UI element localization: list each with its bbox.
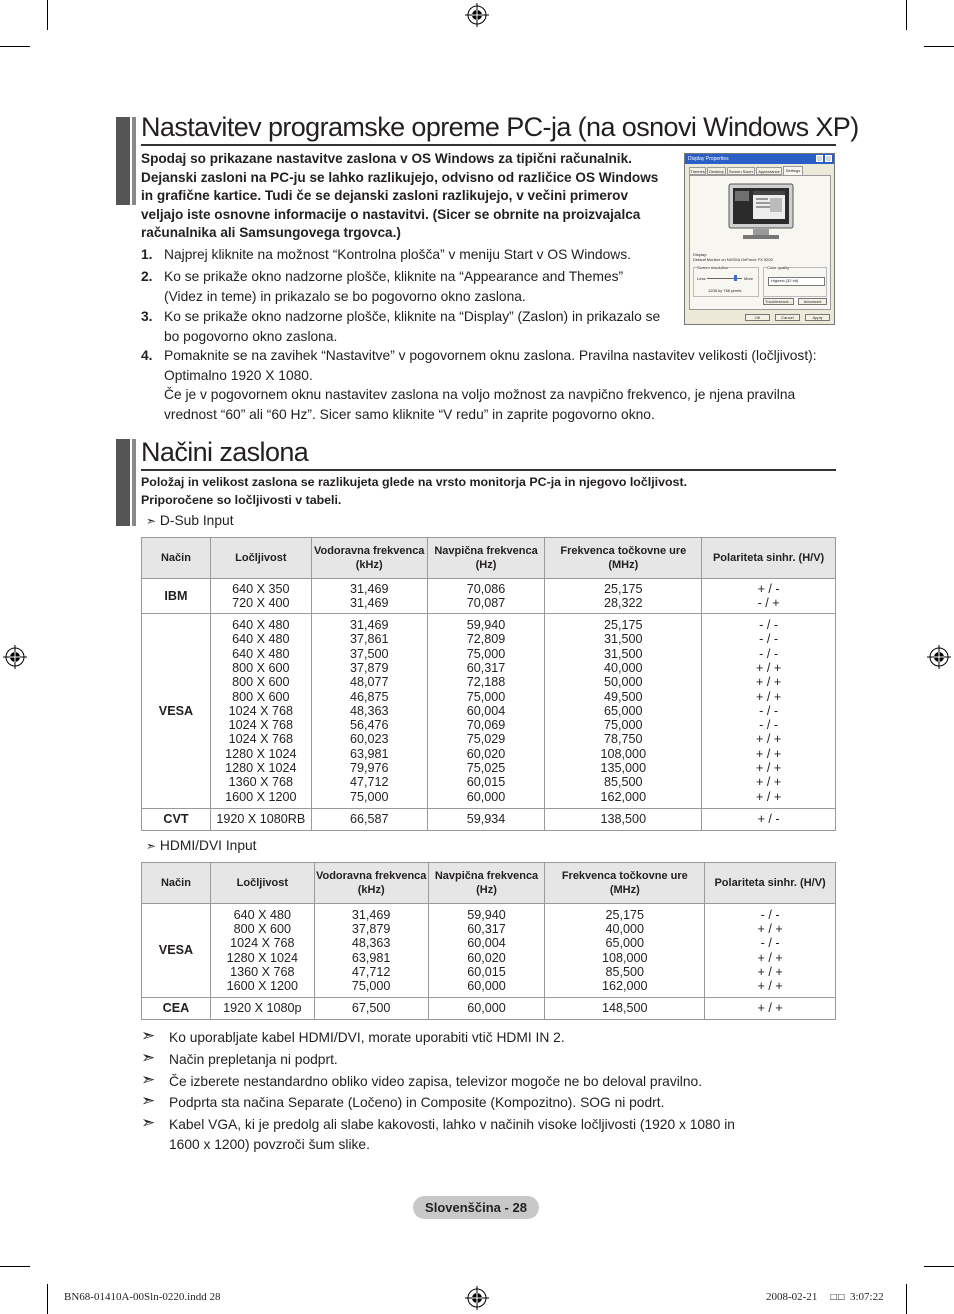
more-label: More (744, 276, 754, 281)
cell-text: 138,500 (600, 812, 647, 827)
step-number: 4. (141, 348, 153, 363)
cell-text: 148,500 (602, 1001, 648, 1016)
section-title-pc-setup: Nastavitev programske opreme PC-ja (na osnovi Windows XP) (141, 112, 859, 142)
step-number: 3. (141, 309, 153, 324)
section-title-display-modes: Načini zaslona (141, 437, 309, 467)
footer-time: 3:07:22 (850, 1291, 884, 1303)
footer-date: 2008-02-21 (766, 1291, 818, 1303)
note-text: Ko uporabljate kabel HDMI/DVI, morate uporabiti vtič HDMI IN 2. (169, 1030, 565, 1045)
clock-cell (545, 998, 705, 1020)
table-row (142, 614, 836, 809)
header-vertical-frequency: Navpična frekvenca (Hz) (428, 863, 545, 904)
note-text: Način prepletanja ni podprt. (169, 1052, 338, 1067)
header-pixel-clock: Frekvenca točkovne ure (MHz) (545, 538, 702, 579)
arrow-icon: ➣ (141, 1048, 156, 1067)
header-sync-polarity: Polariteta sinhr. (H/V) (702, 538, 836, 579)
cancel-button[interactable]: Cancel (775, 314, 800, 321)
cell-text: 640 X 480 640 X 480 640 X 480 800 X 600 800 X 600 800 X 600 1024 X 768 1024 X 768 1024 X 768 1280 X 1024 1280 X 1024 1360 X 768 1600 X 1200 (225, 618, 297, 804)
table-row (142, 904, 836, 998)
ok-button[interactable]: OK (745, 314, 770, 321)
settings-pane (689, 175, 831, 310)
step-text (164, 346, 832, 424)
crop-mark (47, 1284, 48, 1314)
header-sync-polarity: Polariteta sinhr. (H/V) (705, 863, 836, 904)
crop-mark (0, 1266, 30, 1267)
clock-cell (545, 579, 702, 614)
section-bar (116, 439, 130, 526)
vfreq-cell (428, 904, 545, 998)
tab-themes[interactable]: Themes (690, 169, 705, 174)
header-mode: Način (142, 538, 211, 579)
tab-settings[interactable]: Settings (783, 166, 803, 176)
footer-file-name: BN68-01410A-00Sln-0220.indd 28 (64, 1291, 221, 1303)
vfreq-cell (428, 998, 545, 1020)
mode-cell: CEA (142, 998, 211, 1020)
clock-cell (545, 809, 702, 831)
table-row (142, 579, 836, 614)
step-text: Ko se prikaže okno nadzorne plošče, kliknite na “Appearance and Themes” (Videz in teme) in prikazalo se bo pogovorno okno zaslona. (164, 269, 624, 304)
close-icon[interactable] (825, 155, 832, 162)
mode-cell: IBM (142, 579, 211, 614)
crop-mark (47, 0, 48, 30)
arrow-icon: ➣ (146, 839, 157, 853)
color-quality-select[interactable] (768, 277, 825, 286)
cell-text: 640 X 480 800 X 600 1024 X 768 1280 X 1024 1360 X 768 1600 X 1200 (226, 907, 299, 994)
cell-text: - / - - / - - / - + / + + / + + / + - / - - / - + / + + / + + / + + / + + / + (755, 618, 782, 804)
resolution-cell (210, 904, 314, 998)
tab-desktop[interactable]: Desktop (707, 167, 726, 175)
polarity-cell (702, 579, 836, 614)
crop-mark (0, 46, 30, 47)
registration-mark-icon (927, 645, 951, 669)
table-row (142, 809, 836, 831)
pc-setup-intro: Spodaj so prikazane nastavitve zaslona v OS Windows za tipični računalnik. Dejanski zasloni na PC-ju se lahko razlikujejo, odvisno od različice OS Windows in grafične kartice. Tudi če se dejanski zasloni razlikujejo, v večini primerov veljajo iste osnovne informacije o nastavitvi. (Sicer se obrnite na proizvajalca računalnika ali Samsungovega trgovca.) (141, 151, 659, 241)
registration-mark-icon (465, 1286, 489, 1310)
resolution-cell (210, 809, 311, 831)
cell-text: - / - + / + - / - + / + + / + + / + (757, 907, 783, 994)
arrow-icon: ➣ (141, 1070, 156, 1089)
registration-mark-icon (3, 645, 27, 669)
section-bar (132, 439, 136, 526)
cell-text: 25,175 40,000 65,000 108,000 85,500 162,000 (602, 907, 648, 994)
apply-button[interactable]: Apply (805, 314, 830, 321)
resolution-cell (210, 998, 314, 1020)
display-value: Default Monitor on NVIDIA GeForce FX 5200 (693, 257, 773, 262)
arrow-icon: ➣ (141, 1091, 156, 1110)
display-label: Display: (693, 252, 708, 257)
polarity-cell (705, 998, 836, 1020)
step-number: 2. (141, 269, 153, 284)
polarity-cell (705, 904, 836, 998)
arrow-icon: ➣ (141, 1113, 156, 1132)
monitor-illustration-icon (723, 182, 799, 244)
tab-appearance[interactable]: Appearance (756, 167, 782, 175)
cell-text: + / + (757, 1001, 783, 1016)
display-modes-intro: Položaj in velikost zaslona se razlikujeta glede na vrsto monitorja PC-ja in njegovo ločljivost. Priporočene so ločljivosti v tabeli. (141, 475, 688, 507)
cell-text: 59,940 72,809 75,000 60,317 72,188 75,000 60,004 70,069 75,029 60,020 75,025 60,015 60,000 (466, 618, 506, 804)
header-resolution: Ločljivost (210, 538, 311, 579)
resolution-slider-thumb[interactable] (734, 275, 737, 281)
crop-mark (906, 0, 907, 30)
crop-mark (924, 46, 954, 47)
step-number: 1. (141, 247, 153, 262)
hfreq-cell (311, 809, 427, 831)
cell-text: 67,500 (351, 1001, 391, 1016)
polarity-cell (702, 809, 836, 831)
troubleshoot-button[interactable]: Troubleshoot... (763, 298, 794, 305)
arrow-icon: ➣ (146, 514, 157, 528)
resolution-cell (210, 614, 311, 809)
step-text: Najprej kliknite na možnost “Kontrolna plošča” v meniju Start v OS Windows. (164, 247, 631, 262)
quality-value: Highest (32 bit) (771, 278, 799, 283)
mode-cell: VESA (142, 614, 211, 809)
cell-text: 31,469 31,469 (349, 581, 389, 610)
registration-mark-icon (465, 3, 489, 27)
cell-text: 1920 X 1080p (223, 1001, 302, 1016)
header-pixel-clock: Frekvenca točkovne ure (MHz) (545, 863, 705, 904)
header-vertical-frequency: Navpična frekvenca (Hz) (427, 538, 545, 579)
note-text: Kabel VGA, ki je predolg ali slabe kakovosti, lahko v načinih visoke ločljivosti (1920 x 1080 in 1600 x 1200) povzroči šum slike. (169, 1117, 735, 1153)
section-bar (132, 117, 136, 205)
header-mode: Način (142, 863, 211, 904)
cell-text: 25,175 31,500 31,500 40,000 50,000 49,500 65,000 75,000 78,750 108,000 135,000 85,500 162,000 (600, 618, 647, 804)
polarity-cell (702, 614, 836, 809)
resolution-label: Screen resolution (697, 265, 729, 270)
header-resolution: Ločljivost (210, 863, 314, 904)
cell-text: + / - - / + (757, 581, 780, 610)
display-properties-dialog (684, 153, 835, 325)
hfreq-cell (314, 904, 428, 998)
dsub-table (141, 537, 836, 831)
cell-text: 31,469 37,861 37,500 37,879 48,077 46,875 48,363 56,476 60,023 63,981 79,976 47,712 75,000 (349, 618, 389, 804)
help-icon[interactable] (816, 155, 823, 162)
dsub-input-label: D-Sub Input (159, 513, 234, 528)
color-quality-group (763, 267, 827, 297)
page-number-badge: Slovenščina - 28 (413, 1196, 539, 1219)
cell-text: 59,934 (466, 812, 506, 827)
tab-screen-saver[interactable]: Screen Saver (728, 169, 754, 174)
step-text-line: Če je v pogovornem oknu nastavitev zaslona na voljo možnost za navpično frekvenco, je njena pravilna vrednost “60” ali “60 Hz”. Sicer samo kliknite “V redu” in zaprite pogovorno okno. (164, 387, 796, 422)
cell-text: 70,086 70,087 (466, 581, 506, 610)
note-text: Če izberete nestandardno obliko video zapisa, televizor mogoče ne bo deloval pravilno. (169, 1074, 703, 1089)
step-text-line: Pomaknite se na zavihek “Nastavitve” v pogovornem oknu zaslona. Pravilna nastavitev velikosti (ločljivost): Optimalno 1920 X 1080. (164, 348, 817, 383)
crop-mark (924, 1266, 954, 1267)
screen-resolution-group (693, 267, 759, 297)
hdmi-input-heading (146, 838, 257, 853)
vfreq-cell (427, 614, 545, 809)
section-rule (141, 144, 836, 146)
header-horizontal-frequency: Vodoravna frekvenca (kHz) (314, 863, 428, 904)
quality-label: Color quality (767, 265, 790, 270)
vfreq-cell (427, 809, 545, 831)
mode-cell: VESA (142, 904, 211, 998)
table-row (142, 998, 836, 1020)
section-bar (116, 117, 130, 205)
dsub-input-heading (146, 513, 234, 528)
advanced-button[interactable]: Advanced (798, 298, 827, 305)
cell-text: 59,940 60,317 60,004 60,020 60,015 60,000 (467, 907, 506, 994)
clock-cell (545, 614, 702, 809)
cell-text: 25,175 28,322 (604, 581, 643, 610)
clock-cell (545, 904, 705, 998)
less-label: Less (697, 276, 706, 281)
hfreq-cell (311, 579, 427, 614)
vfreq-cell (427, 579, 545, 614)
cell-text: 66,587 (349, 812, 389, 827)
cell-text: 1920 X 1080RB (216, 812, 306, 827)
hdmi-table (141, 862, 836, 1020)
resolution-cell (210, 579, 311, 614)
cell-text: 60,000 (467, 1001, 506, 1016)
hdmi-input-label: HDMI/DVI Input (159, 838, 257, 853)
cell-text: 31,469 37,879 48,363 63,981 47,712 75,000 (351, 907, 391, 994)
footer-boxes: □□ (830, 1292, 846, 1301)
hfreq-cell (311, 614, 427, 809)
mode-cell: CVT (142, 809, 211, 831)
cell-text: + / - (757, 812, 780, 827)
note-text: Podprta sta načina Separate (Ločeno) in Composite (Kompozitno). SOG ni podrt. (169, 1095, 665, 1110)
cell-text: 640 X 350 720 X 400 (232, 581, 290, 610)
dialog-title-bar: Display Properties (685, 154, 834, 164)
resolution-value: 1208 by 768 pixels (708, 288, 742, 293)
step-text: Ko se prikaže okno nadzorne plošče, kliknite na “Display” (Zaslon) in prikazalo se bo pogovorno okno zaslona. (164, 309, 661, 344)
hfreq-cell (314, 998, 428, 1020)
section-rule (141, 469, 836, 471)
arrow-icon: ➣ (141, 1026, 156, 1045)
crop-mark (906, 1284, 907, 1314)
header-horizontal-frequency: Vodoravna frekvenca (kHz) (311, 538, 427, 579)
